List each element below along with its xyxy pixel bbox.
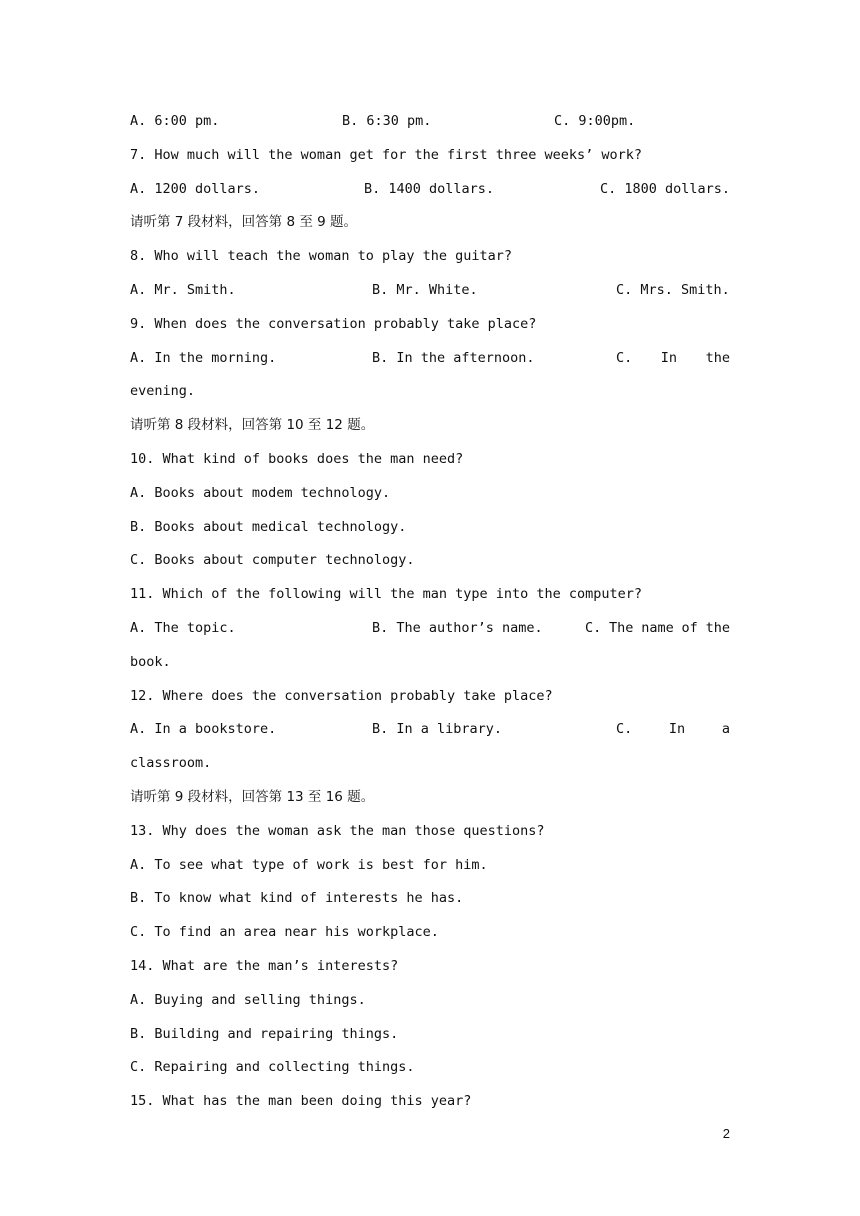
line-text: 7. How much will the woman get for the first three weeks’ work? [130,146,643,163]
text-line [130,956,730,976]
instruction-text: 请听第 8 段材料，回答第 10 至 12 题。 [130,417,375,434]
line-text: 15. What has the man been doing this year? [130,1093,472,1110]
option-a: A. In a bookstore. [130,721,277,738]
text-line [130,381,730,401]
line-text: C. To find an area near his workplace. [130,924,439,941]
option-c-word: C. [616,721,633,738]
section-instruction [130,212,730,232]
text-line [130,483,730,503]
option-c-word: C. [585,620,602,636]
text-line [130,855,730,875]
option-b: B. In a library. [372,721,503,738]
line-text: evening. [130,383,196,400]
option-a: A. 6:00 pm. [130,113,220,129]
option-a: A. In the morning. [130,349,277,366]
line-text: 14. What are the man’s interests? [130,958,399,974]
option-c: C. Mrs. Smith. [616,282,730,298]
text-line [130,686,730,706]
text-line [130,821,730,841]
option-a: A. 1200 dollars. [130,180,261,197]
text-line [130,753,730,773]
line-text: 9. When does the conversation probably take place? [130,315,537,332]
text-line [130,517,730,537]
text-line [130,145,730,165]
option-a: A. Mr. Smith. [130,282,236,298]
option-c [616,348,730,368]
option-a: A. The topic. [130,620,236,636]
option-c-word: a [721,721,730,738]
option-c-word: C. [616,349,633,366]
text-line [130,1024,730,1044]
option-c-word: name [641,620,674,636]
option-b: B. 1400 dollars. [364,180,495,197]
text-line [130,550,730,570]
text-line [130,652,730,672]
option-c [616,719,730,739]
line-text: book. [130,653,171,670]
option-b: B. The author’s name. [372,620,543,636]
line-text: A. To see what type of work is best for him. [130,856,488,873]
text-line [130,888,730,908]
line-text: B. Books about medical technology. [130,518,407,535]
text-line [130,314,730,334]
option-c: C. 1800 dollars. [599,180,730,197]
text-line [130,990,730,1010]
line-text: A. Books about modem technology. [130,484,391,501]
line-text: 11. Which of the following will the man type into the computer? [130,586,643,603]
line-text: C. Books about computer technology. [130,552,415,569]
line-text: B. Building and repairing things. [130,1025,399,1042]
page-number: 2 [722,1126,730,1141]
text-line [130,584,730,604]
line-text: 8. Who will teach the woman to play the guitar? [130,248,513,265]
option-c-word: In [660,349,678,366]
answer-options [130,618,730,638]
answer-options [130,111,730,131]
instruction-text: 请听第 7 段材料，回答第 8 至 9 题。 [130,214,358,231]
option-c-word: The [609,620,634,636]
line-text: C. Repairing and collecting things. [130,1059,415,1076]
answer-options [130,348,730,368]
option-b: B. Mr. White. [372,282,478,298]
option-c: C. 9:00pm. [554,113,636,129]
line-text: B. To know what kind of interests he has. [130,890,464,907]
answer-options [130,280,730,300]
line-text: 13. Why does the woman ask the man those questions? [130,822,545,839]
option-c-word: In [668,721,686,738]
text-line [130,1091,730,1111]
text-line [130,922,730,942]
line-text: 10. What kind of books does the man need? [130,451,464,467]
line-text: 12. Where does the conversation probably take place? [130,687,553,704]
instruction-text: 请听第 9 段材料，回答第 13 至 16 题。 [130,789,375,805]
section-instruction [130,415,730,435]
option-c [585,618,730,638]
line-text: A. Buying and selling things. [130,991,366,1008]
text-line [130,1057,730,1077]
section-instruction [130,787,730,807]
answer-options [130,179,730,199]
text-line [130,449,730,469]
option-c-word: the [705,620,730,636]
option-b: B. In the afternoon. [372,349,535,366]
line-text: classroom. [130,755,212,772]
option-c-word: the [705,349,730,366]
option-c-word: of [681,620,698,636]
option-b: B. 6:30 pm. [342,113,432,129]
text-line [130,246,730,266]
answer-options [130,719,730,739]
